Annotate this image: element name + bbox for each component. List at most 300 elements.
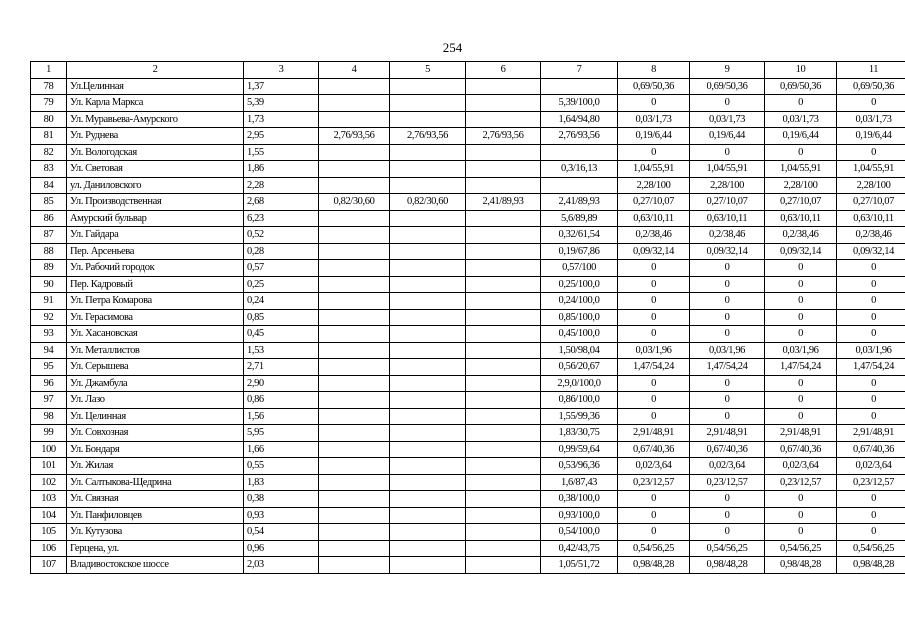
table-row bbox=[31, 276, 905, 293]
row-number-cell: 94 bbox=[31, 342, 67, 359]
value-cell bbox=[319, 458, 390, 475]
value-cell: 0 bbox=[765, 392, 837, 409]
value-cell bbox=[466, 375, 541, 392]
value-cell: 1,64/94,80 bbox=[541, 111, 618, 128]
row-number-cell: 85 bbox=[31, 194, 67, 211]
value-cell bbox=[390, 95, 466, 112]
column-header-1: 1 bbox=[31, 62, 67, 79]
value-cell bbox=[390, 177, 466, 194]
value-cell bbox=[319, 491, 390, 508]
value-cell: 1,04/55,91 bbox=[837, 161, 905, 178]
value-cell: 0 bbox=[618, 95, 690, 112]
value-cell bbox=[319, 359, 390, 376]
value-cell: 0,03/1,73 bbox=[837, 111, 905, 128]
value-cell bbox=[319, 507, 390, 524]
value-cell: 0,63/10,11 bbox=[618, 210, 690, 227]
value-cell bbox=[390, 359, 466, 376]
value-cell: 0 bbox=[618, 276, 690, 293]
value-cell: 1,05/51,72 bbox=[541, 557, 618, 574]
value-cell bbox=[319, 557, 390, 574]
value-cell: 2,28/100 bbox=[690, 177, 765, 194]
street-name-cell: Ул. Связная bbox=[67, 491, 244, 508]
value-cell: 0 bbox=[765, 524, 837, 541]
value-cell: 0,25 bbox=[244, 276, 319, 293]
value-cell: 0,02/3,64 bbox=[690, 458, 765, 475]
value-cell bbox=[390, 210, 466, 227]
table-row bbox=[31, 309, 905, 326]
value-cell bbox=[390, 557, 466, 574]
value-cell: 0,27/10,07 bbox=[618, 194, 690, 211]
value-cell bbox=[319, 375, 390, 392]
value-cell: 0 bbox=[618, 507, 690, 524]
value-cell bbox=[390, 243, 466, 260]
value-cell bbox=[390, 375, 466, 392]
table-row bbox=[31, 144, 905, 161]
table-row bbox=[31, 458, 905, 475]
value-cell: 0 bbox=[837, 276, 905, 293]
value-cell bbox=[319, 260, 390, 277]
table-row bbox=[31, 78, 905, 95]
table-row bbox=[31, 441, 905, 458]
value-cell bbox=[466, 524, 541, 541]
value-cell: 0 bbox=[837, 326, 905, 343]
street-name-cell: Ул. Вологодская bbox=[67, 144, 244, 161]
value-cell: 0,23/12,57 bbox=[837, 474, 905, 491]
value-cell: 0,54/56,25 bbox=[765, 540, 837, 557]
value-cell bbox=[319, 474, 390, 491]
value-cell: 2,91/48,91 bbox=[618, 425, 690, 442]
value-cell: 0 bbox=[837, 309, 905, 326]
value-cell: 6,23 bbox=[244, 210, 319, 227]
value-cell bbox=[319, 243, 390, 260]
value-cell: 1,47/54,24 bbox=[837, 359, 905, 376]
street-name-cell: Ул. Кутузова bbox=[67, 524, 244, 541]
value-cell bbox=[390, 474, 466, 491]
value-cell: 2,91/48,91 bbox=[837, 425, 905, 442]
table-row bbox=[31, 95, 905, 112]
street-name-cell: Ул. Производственная bbox=[67, 194, 244, 211]
table-row bbox=[31, 243, 905, 260]
table-row bbox=[31, 408, 905, 425]
value-cell: 0,28 bbox=[244, 243, 319, 260]
value-cell bbox=[466, 144, 541, 161]
row-number-cell: 87 bbox=[31, 227, 67, 244]
street-name-cell: Ул. Металлистов bbox=[67, 342, 244, 359]
value-cell: 0,2/38,46 bbox=[765, 227, 837, 244]
value-cell: 0 bbox=[618, 326, 690, 343]
column-header-10: 10 bbox=[765, 62, 837, 79]
value-cell bbox=[390, 342, 466, 359]
value-cell: 0 bbox=[618, 524, 690, 541]
row-number-cell: 105 bbox=[31, 524, 67, 541]
column-header-2: 2 bbox=[67, 62, 244, 79]
value-cell: 0,67/40,36 bbox=[690, 441, 765, 458]
value-cell bbox=[319, 177, 390, 194]
value-cell: 2,76/93,56 bbox=[541, 128, 618, 145]
value-cell: 0,3/16,13 bbox=[541, 161, 618, 178]
value-cell: 0,23/12,57 bbox=[690, 474, 765, 491]
value-cell bbox=[466, 243, 541, 260]
value-cell: 0,52 bbox=[244, 227, 319, 244]
value-cell: 2,41/89,93 bbox=[466, 194, 541, 211]
value-cell bbox=[390, 326, 466, 343]
value-cell: 1,47/54,24 bbox=[690, 359, 765, 376]
value-cell: 0 bbox=[690, 326, 765, 343]
value-cell: 2,03 bbox=[244, 557, 319, 574]
value-cell bbox=[319, 95, 390, 112]
value-cell: 0 bbox=[837, 260, 905, 277]
row-number-cell: 80 bbox=[31, 111, 67, 128]
value-cell: 0 bbox=[690, 95, 765, 112]
value-cell: 0,57/100 bbox=[541, 260, 618, 277]
value-cell: 0,32/61,54 bbox=[541, 227, 618, 244]
row-number-cell: 89 bbox=[31, 260, 67, 277]
value-cell: 0 bbox=[690, 392, 765, 409]
value-cell bbox=[541, 78, 618, 95]
value-cell: 0 bbox=[765, 309, 837, 326]
value-cell bbox=[319, 210, 390, 227]
column-header-5: 5 bbox=[390, 62, 466, 79]
value-cell: 0,86 bbox=[244, 392, 319, 409]
value-cell: 0,2/38,46 bbox=[618, 227, 690, 244]
table-row bbox=[31, 474, 905, 491]
value-cell: 2,76/93,56 bbox=[466, 128, 541, 145]
street-name-cell: Ул. Хасановская bbox=[67, 326, 244, 343]
value-cell: 2,76/93,56 bbox=[319, 128, 390, 145]
value-cell: 0,69/50,36 bbox=[765, 78, 837, 95]
row-number-cell: 93 bbox=[31, 326, 67, 343]
value-cell: 0,03/1,96 bbox=[690, 342, 765, 359]
table-row bbox=[31, 128, 905, 145]
value-cell: 0 bbox=[765, 293, 837, 310]
value-cell: 0,2/38,46 bbox=[690, 227, 765, 244]
value-cell: 0,54 bbox=[244, 524, 319, 541]
value-cell: 0,25/100,0 bbox=[541, 276, 618, 293]
row-number-cell: 78 bbox=[31, 78, 67, 95]
value-cell: 0 bbox=[765, 491, 837, 508]
value-cell bbox=[319, 524, 390, 541]
column-header-7: 7 bbox=[541, 62, 618, 79]
value-cell: 0,56/20,67 bbox=[541, 359, 618, 376]
value-cell: 0,03/1,73 bbox=[618, 111, 690, 128]
table-row bbox=[31, 359, 905, 376]
value-cell bbox=[319, 293, 390, 310]
table-row bbox=[31, 227, 905, 244]
table-row bbox=[31, 524, 905, 541]
value-cell: 1,04/55,91 bbox=[765, 161, 837, 178]
value-cell: 1,56 bbox=[244, 408, 319, 425]
value-cell bbox=[390, 507, 466, 524]
value-cell: 0 bbox=[837, 491, 905, 508]
value-cell bbox=[319, 144, 390, 161]
value-cell: 0,23/12,57 bbox=[765, 474, 837, 491]
value-cell: 0 bbox=[618, 375, 690, 392]
value-cell: 0,24 bbox=[244, 293, 319, 310]
column-header-3: 3 bbox=[244, 62, 319, 79]
value-cell bbox=[466, 309, 541, 326]
value-cell: 1,66 bbox=[244, 441, 319, 458]
value-cell bbox=[466, 276, 541, 293]
value-cell: 0 bbox=[837, 392, 905, 409]
value-cell bbox=[466, 392, 541, 409]
value-cell: 0,96 bbox=[244, 540, 319, 557]
row-number-cell: 90 bbox=[31, 276, 67, 293]
value-cell: 0,54/56,25 bbox=[690, 540, 765, 557]
street-name-cell: Ул. Джамбула bbox=[67, 375, 244, 392]
value-cell: 0,67/40,36 bbox=[618, 441, 690, 458]
value-cell: 0,09/32,14 bbox=[618, 243, 690, 260]
value-cell: 0,98/48,28 bbox=[765, 557, 837, 574]
value-cell: 0 bbox=[690, 375, 765, 392]
value-cell: 0,67/40,36 bbox=[837, 441, 905, 458]
table-row bbox=[31, 260, 905, 277]
street-name-cell: Ул. Рабочий городок bbox=[67, 260, 244, 277]
value-cell bbox=[390, 161, 466, 178]
value-cell: 0 bbox=[765, 408, 837, 425]
row-number-cell: 86 bbox=[31, 210, 67, 227]
value-cell: 0,03/1,96 bbox=[837, 342, 905, 359]
data-table bbox=[30, 61, 905, 574]
value-cell: 0 bbox=[837, 408, 905, 425]
value-cell: 0,19/6,44 bbox=[690, 128, 765, 145]
value-cell: 0,23/12,57 bbox=[618, 474, 690, 491]
value-cell: 1,6/87,43 bbox=[541, 474, 618, 491]
value-cell: 0 bbox=[690, 507, 765, 524]
value-cell bbox=[466, 359, 541, 376]
value-cell bbox=[466, 507, 541, 524]
value-cell: 0,55 bbox=[244, 458, 319, 475]
table-row bbox=[31, 326, 905, 343]
value-cell: 2,91/48,91 bbox=[765, 425, 837, 442]
value-cell: 0,24/100,0 bbox=[541, 293, 618, 310]
value-cell bbox=[390, 540, 466, 557]
value-cell: 0 bbox=[765, 375, 837, 392]
value-cell bbox=[319, 408, 390, 425]
table-row bbox=[31, 161, 905, 178]
value-cell bbox=[319, 111, 390, 128]
value-cell bbox=[466, 293, 541, 310]
value-cell: 0 bbox=[765, 326, 837, 343]
value-cell: 0 bbox=[690, 491, 765, 508]
row-number-cell: 103 bbox=[31, 491, 67, 508]
value-cell: 0,98/48,28 bbox=[837, 557, 905, 574]
street-name-cell: Ул. Совхозная bbox=[67, 425, 244, 442]
value-cell: 0 bbox=[618, 293, 690, 310]
value-cell bbox=[319, 540, 390, 557]
table-body bbox=[31, 78, 905, 573]
value-cell: 0,69/50,36 bbox=[618, 78, 690, 95]
value-cell: 2,28/100 bbox=[837, 177, 905, 194]
value-cell: 0 bbox=[765, 507, 837, 524]
value-cell bbox=[390, 227, 466, 244]
value-cell: 2,28/100 bbox=[618, 177, 690, 194]
value-cell: 2,71 bbox=[244, 359, 319, 376]
row-number-cell: 91 bbox=[31, 293, 67, 310]
value-cell bbox=[466, 227, 541, 244]
value-cell bbox=[390, 441, 466, 458]
value-cell: 0 bbox=[837, 144, 905, 161]
value-cell bbox=[466, 474, 541, 491]
value-cell: 0,38 bbox=[244, 491, 319, 508]
street-name-cell: Ул. Бондаря bbox=[67, 441, 244, 458]
value-cell bbox=[390, 491, 466, 508]
table-row bbox=[31, 194, 905, 211]
value-cell bbox=[466, 111, 541, 128]
column-header-11: 11 bbox=[837, 62, 905, 79]
value-cell: 2,28/100 bbox=[765, 177, 837, 194]
value-cell: 0,69/50,36 bbox=[690, 78, 765, 95]
value-cell bbox=[466, 425, 541, 442]
value-cell bbox=[541, 144, 618, 161]
value-cell: 2,68 bbox=[244, 194, 319, 211]
row-number-cell: 82 bbox=[31, 144, 67, 161]
value-cell: 1,83 bbox=[244, 474, 319, 491]
row-number-cell: 101 bbox=[31, 458, 67, 475]
row-number-cell: 96 bbox=[31, 375, 67, 392]
value-cell bbox=[390, 293, 466, 310]
value-cell: 1,73 bbox=[244, 111, 319, 128]
value-cell bbox=[390, 425, 466, 442]
value-cell: 0 bbox=[765, 144, 837, 161]
row-number-cell: 95 bbox=[31, 359, 67, 376]
value-cell: 0 bbox=[690, 408, 765, 425]
value-cell bbox=[390, 309, 466, 326]
value-cell bbox=[319, 342, 390, 359]
value-cell: 2,41/89,93 bbox=[541, 194, 618, 211]
value-cell bbox=[541, 177, 618, 194]
value-cell: 0 bbox=[618, 408, 690, 425]
value-cell bbox=[466, 78, 541, 95]
value-cell: 0,54/56,25 bbox=[618, 540, 690, 557]
value-cell bbox=[466, 458, 541, 475]
street-name-cell: Ул. Карла Маркса bbox=[67, 95, 244, 112]
table-row bbox=[31, 540, 905, 557]
row-number-cell: 79 bbox=[31, 95, 67, 112]
value-cell: 0 bbox=[765, 95, 837, 112]
value-cell: 0 bbox=[765, 276, 837, 293]
column-header-4: 4 bbox=[319, 62, 390, 79]
value-cell: 0,09/32,14 bbox=[690, 243, 765, 260]
street-name-cell: ул. Даниловского bbox=[67, 177, 244, 194]
value-cell: 2,28 bbox=[244, 177, 319, 194]
value-cell: 0,03/1,96 bbox=[765, 342, 837, 359]
value-cell: 0,03/1,96 bbox=[618, 342, 690, 359]
value-cell bbox=[466, 540, 541, 557]
street-name-cell: Владивостокское шоссе bbox=[67, 557, 244, 574]
street-name-cell: Ул. Лазо bbox=[67, 392, 244, 409]
value-cell bbox=[390, 144, 466, 161]
value-cell: 0,19/67,86 bbox=[541, 243, 618, 260]
street-name-cell: Ул. Целинная bbox=[67, 408, 244, 425]
value-cell: 0,85/100,0 bbox=[541, 309, 618, 326]
value-cell bbox=[466, 260, 541, 277]
value-cell: 0,02/3,64 bbox=[765, 458, 837, 475]
value-cell: 1,04/55,91 bbox=[690, 161, 765, 178]
value-cell: 2,95 bbox=[244, 128, 319, 145]
value-cell bbox=[319, 309, 390, 326]
value-cell: 0,54/100,0 bbox=[541, 524, 618, 541]
value-cell: 0,09/32,14 bbox=[765, 243, 837, 260]
value-cell bbox=[466, 441, 541, 458]
row-number-cell: 81 bbox=[31, 128, 67, 145]
table-row bbox=[31, 507, 905, 524]
value-cell: 0,82/30,60 bbox=[390, 194, 466, 211]
row-number-cell: 107 bbox=[31, 557, 67, 574]
row-number-cell: 88 bbox=[31, 243, 67, 260]
value-cell: 0,98/48,28 bbox=[618, 557, 690, 574]
row-number-cell: 102 bbox=[31, 474, 67, 491]
value-cell: 0,93 bbox=[244, 507, 319, 524]
street-name-cell: Ул. Серышева bbox=[67, 359, 244, 376]
value-cell bbox=[466, 177, 541, 194]
value-cell bbox=[319, 392, 390, 409]
street-name-cell: Ул. Петра Комарова bbox=[67, 293, 244, 310]
value-cell bbox=[319, 78, 390, 95]
street-name-cell: Ул. Салтыкова-Щедрина bbox=[67, 474, 244, 491]
value-cell: 0 bbox=[618, 260, 690, 277]
row-number-cell: 100 bbox=[31, 441, 67, 458]
value-cell: 0 bbox=[618, 491, 690, 508]
table-row bbox=[31, 177, 905, 194]
column-header-8: 8 bbox=[618, 62, 690, 79]
table-row bbox=[31, 392, 905, 409]
value-cell: 0,27/10,07 bbox=[765, 194, 837, 211]
column-header-9: 9 bbox=[690, 62, 765, 79]
value-cell bbox=[466, 95, 541, 112]
table-row bbox=[31, 293, 905, 310]
value-cell bbox=[319, 161, 390, 178]
table-row bbox=[31, 557, 905, 574]
value-cell: 0,57 bbox=[244, 260, 319, 277]
value-cell: 0,38/100,0 bbox=[541, 491, 618, 508]
value-cell: 0 bbox=[690, 309, 765, 326]
value-cell: 0,02/3,64 bbox=[837, 458, 905, 475]
street-name-cell: Ул. Муравьева-Амурского bbox=[67, 111, 244, 128]
value-cell: 5,39/100,0 bbox=[541, 95, 618, 112]
value-cell: 0,19/6,44 bbox=[765, 128, 837, 145]
value-cell bbox=[390, 78, 466, 95]
value-cell: 0 bbox=[690, 293, 765, 310]
value-cell: 0,09/32,14 bbox=[837, 243, 905, 260]
value-cell: 0,69/50,36 bbox=[837, 78, 905, 95]
street-name-cell: Ул. Жилая bbox=[67, 458, 244, 475]
value-cell: 1,04/55,91 bbox=[618, 161, 690, 178]
value-cell: 0 bbox=[837, 507, 905, 524]
value-cell: 0 bbox=[837, 95, 905, 112]
value-cell: 0 bbox=[618, 309, 690, 326]
value-cell bbox=[390, 276, 466, 293]
value-cell bbox=[319, 227, 390, 244]
table-row bbox=[31, 491, 905, 508]
value-cell: 0 bbox=[690, 524, 765, 541]
value-cell bbox=[466, 491, 541, 508]
value-cell bbox=[390, 408, 466, 425]
value-cell bbox=[466, 326, 541, 343]
table-row bbox=[31, 210, 905, 227]
row-number-cell: 104 bbox=[31, 507, 67, 524]
row-number-cell: 98 bbox=[31, 408, 67, 425]
column-header-6: 6 bbox=[466, 62, 541, 79]
street-name-cell: Ул.Целинная bbox=[67, 78, 244, 95]
value-cell bbox=[466, 161, 541, 178]
value-cell: 1,47/54,24 bbox=[765, 359, 837, 376]
value-cell: 0,2/38,46 bbox=[837, 227, 905, 244]
street-name-cell: Герцена, ул. bbox=[67, 540, 244, 557]
value-cell: 0 bbox=[837, 375, 905, 392]
value-cell: 5,39 bbox=[244, 95, 319, 112]
value-cell: 1,83/30,75 bbox=[541, 425, 618, 442]
value-cell bbox=[319, 326, 390, 343]
